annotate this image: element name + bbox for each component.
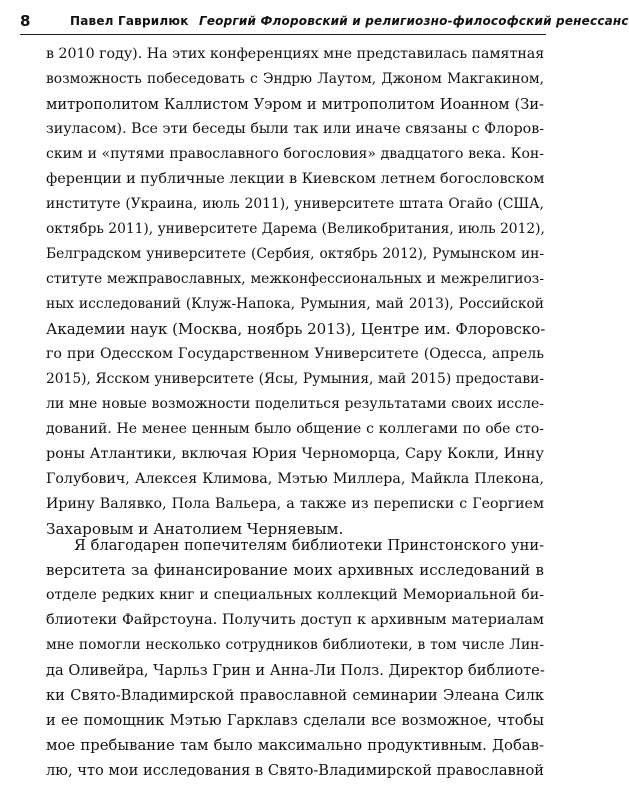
text-line: ференции и публичные лекции в Киевском летнем богословском [46, 171, 545, 187]
text-line: октябрь 2011), университете Дарема (Великобритания, июль 2012), [46, 221, 545, 237]
text-line: и ее помощник Мэтью Гарклавз сделали все возможное, чтобы [46, 712, 544, 729]
text-line: Белградском университете (Сербия, октябрь 2012), Румынском ин- [46, 246, 544, 262]
book-title: Георгий Флоровский и религиозно-философский ренессанс [198, 14, 629, 28]
text-line: институте (Украина, июль 2011), университете штата Огайо (США, [46, 196, 544, 212]
text-line: лю, что мои исследования в Свято-Владимирской православной [46, 762, 544, 779]
text-line: 2015), Ясском университете (Ясы, Румыния, май 2015) предостави- [46, 371, 544, 387]
text-line: да Оливейра, Чарльз Грин и Анна-Ли Полз. Директор библиоте- [46, 662, 545, 679]
text-line: ки Свято-Владимирской православной семинарии Элеана Силк [46, 687, 544, 704]
text-line: возможность побеседовать с Эндрю Лаутом, Джоном Макгакином, [46, 71, 544, 87]
page-number: 8 [20, 12, 31, 30]
text-line: Я благодарен попечителям библиотеки Принстонского уни- [74, 537, 544, 554]
running-header [20, 10, 629, 35]
text-line: отделе редких книг и специальных коллекций Мемориальной би- [46, 587, 544, 603]
text-line: блиотеки Файрстоуна. Получить доступ к архивным материалам [46, 612, 544, 628]
paragraph-acknowledgements-libraries [46, 533, 544, 783]
text-line: мне помогли несколько сотрудников библиотеки, в том числе Лин- [46, 637, 544, 653]
text-line: митрополитом Каллистом Уэром и митрополитом Иоанном (Зи- [46, 96, 544, 113]
text-line: Голубович, Алексея Климова, Мэтью Миллера, Майкла Плекона, [46, 471, 544, 487]
text-line: ных исследований (Клуж-Напока, Румыния, май 2013), Российской [46, 296, 544, 312]
text-line: дований. Не менее ценным было общение с коллегами по обе сто- [46, 421, 544, 437]
text-line: го при Одесском Государственном Университете (Одесса, апрель [46, 346, 544, 362]
text-line: роны Атлантики, включая Юрия Черноморца, Сару Кокли, Инну [46, 446, 544, 462]
text-line: ским и «путями православного богословия» двадцатого века. Кон- [46, 146, 544, 162]
text-line: ституте межправославных, межконфессиональных и межрелигиоз- [46, 271, 544, 287]
text-line: Ирину Валявко, Пола Вальера, а также из переписки с Георгием [46, 496, 544, 512]
text-line: ли мне новые возможности поделиться результатами своих иссле- [46, 396, 544, 412]
author-name: Павел Гаврилюк [70, 14, 189, 28]
text-line: верситета за финансирование моих архивных исследований в [46, 561, 544, 579]
text-line: мое пребывание там было максимально продуктивным. Добав- [46, 737, 544, 754]
paragraph-acknowledgements-conferences [46, 42, 544, 542]
text-line: зиуласом). Все эти беседы были так или иначе связаны с Флоров- [46, 121, 544, 137]
text-line: в 2010 году). На этих конференциях мне представилась памятная [46, 46, 545, 62]
running-head [70, 14, 629, 28]
text-line: Академии наук (Москва, ноябрь 2013), Центре им. Флоровско- [46, 320, 546, 338]
text-line: Захаровым и Анатолием Черняевым. [46, 520, 344, 538]
